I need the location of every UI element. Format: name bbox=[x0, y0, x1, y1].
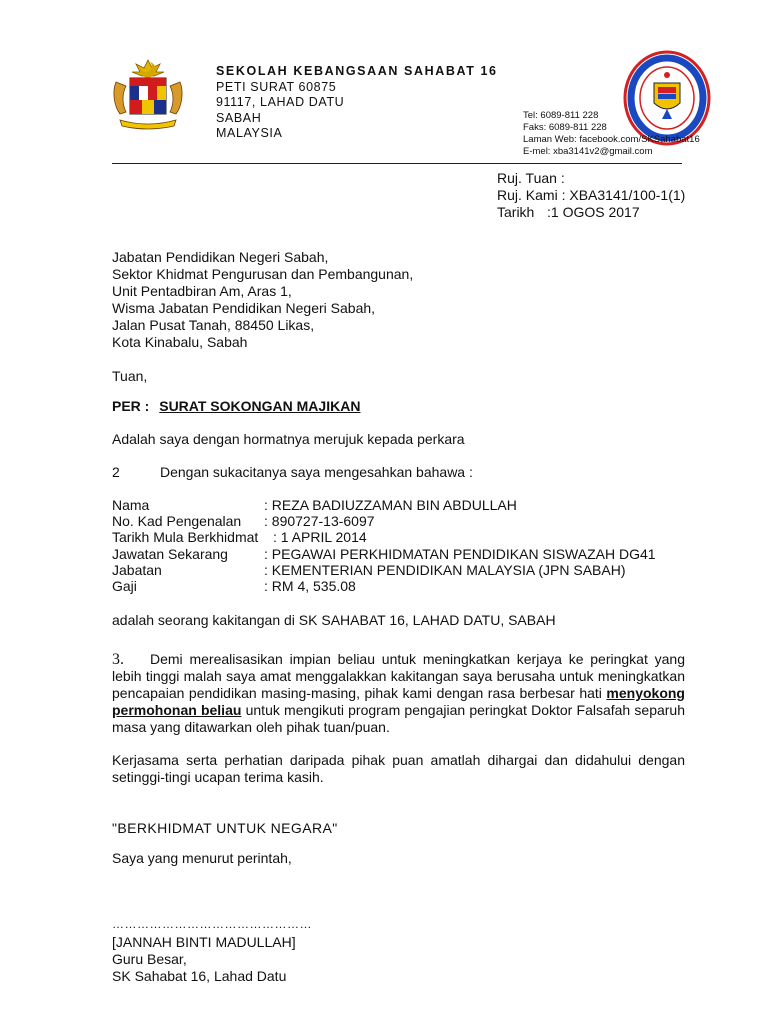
letterhead-divider bbox=[112, 163, 682, 164]
detail-row bbox=[112, 578, 656, 594]
date-label: Tarikh bbox=[497, 204, 535, 220]
paragraph-2 bbox=[112, 464, 473, 481]
paragraph-3 bbox=[112, 651, 685, 736]
signature-block bbox=[112, 934, 296, 985]
contact-block bbox=[523, 110, 700, 158]
recipient-line: Kota Kinabalu, Sabah bbox=[112, 334, 248, 350]
detail-row bbox=[112, 497, 656, 513]
date-value: :1 OGOS 2017 bbox=[547, 204, 640, 220]
contact-email: E-mel: xba3141v2@gmail.com bbox=[523, 146, 653, 157]
subject-line bbox=[112, 398, 360, 414]
staff-statement: adalah seorang kakitangan di SK SAHABAT 16, LAHAD DATU, SABAH bbox=[112, 612, 556, 628]
detail-row bbox=[112, 529, 656, 545]
detail-value: : REZA BADIUZZAMAN BIN ABDULLAH bbox=[264, 497, 517, 513]
signature-line: ………………………………………… bbox=[112, 917, 312, 931]
detail-value: : PEGAWAI PERKHIDMATAN PENDIDIKAN SISWAZAH DG41 bbox=[264, 545, 656, 562]
recipient-line: Jalan Pusat Tanah, 88450 Likas, bbox=[112, 317, 315, 333]
school-letterhead bbox=[216, 64, 498, 142]
detail-key: No. Kad Pengenalan bbox=[112, 513, 242, 530]
school-name: SEKOLAH KEBANGSAAN SAHABAT 16 bbox=[216, 64, 498, 78]
signatory-school: SK Sahabat 16, Lahad Datu bbox=[112, 968, 287, 984]
closing-line: Saya yang menurut perintah, bbox=[112, 850, 292, 866]
detail-key: Nama bbox=[112, 497, 150, 513]
subject-title: SURAT SOKONGAN MAJIKAN bbox=[159, 398, 361, 414]
ref-ruj-kami: Ruj. Kami : XBA3141/100-1(1) bbox=[497, 187, 686, 203]
support-highlight: menyokong permohonan beliau bbox=[112, 685, 685, 718]
salutation: Tuan, bbox=[112, 368, 148, 384]
detail-key: Jabatan bbox=[112, 561, 162, 578]
detail-key: Gaji bbox=[112, 578, 137, 595]
detail-value: : 890727-13-6097 bbox=[264, 513, 375, 530]
jata-negara-crest-icon bbox=[110, 58, 186, 132]
recipient-address bbox=[112, 249, 413, 351]
paragraph-number: 2 bbox=[112, 464, 120, 480]
contact-website: Laman Web: facebook.com/SKSahabat16 bbox=[523, 134, 700, 145]
detail-row bbox=[112, 546, 656, 562]
paragraph-4: Kerjasama serta perhatian daripada pihak puan amatlah dihargai dan didahului dengan setinggi-tingi ucapan terima kasih. bbox=[112, 752, 685, 785]
contact-telephone: Tel: 6089-811 228 bbox=[523, 110, 599, 121]
detail-key: Tarikh Mula Berkhidmat bbox=[112, 529, 259, 546]
contact-fax: Faks: 6089-811 228 bbox=[523, 122, 607, 133]
recipient-line: Wisma Jabatan Pendidikan Negeri Sabah, bbox=[112, 300, 376, 316]
school-address-line: PETI SURAT 60875 bbox=[216, 79, 337, 94]
ref-date bbox=[497, 204, 685, 221]
motto: "BERKHIDMAT UNTUK NEGARA" bbox=[112, 820, 338, 836]
detail-row bbox=[112, 562, 656, 578]
recipient-line: Unit Pentadbiran Am, Aras 1, bbox=[112, 283, 292, 299]
signatory-name: [JANNAH BINTI MADULLAH] bbox=[112, 934, 296, 950]
paragraph-2-text: Dengan sukacitanya saya mengesahkan bahawa : bbox=[160, 464, 473, 480]
detail-value: : KEMENTERIAN PENDIDIKAN MALAYSIA (JPN SABAH) bbox=[264, 561, 626, 578]
detail-row bbox=[112, 513, 656, 529]
reference-block bbox=[497, 170, 685, 221]
subject-prefix: PER : bbox=[112, 398, 150, 414]
detail-value: : 1 APRIL 2014 bbox=[273, 529, 367, 546]
paragraph-3-text-end: untuk mengikuti program pengajian peringkat Doktor Falsafah separuh masa yang ditawarkan oleh pihak tuan/puan. bbox=[112, 702, 685, 735]
recipient-line: Jabatan Pendidikan Negeri Sabah, bbox=[112, 249, 329, 265]
signatory-title: Guru Besar, bbox=[112, 951, 187, 967]
intro-paragraph: Adalah saya dengan hormatnya merujuk kepada perkara bbox=[112, 431, 465, 447]
paragraph-number: 3. bbox=[112, 651, 124, 668]
school-address-line: SABAH bbox=[216, 110, 262, 125]
school-address-line: 91117, LAHAD DATU bbox=[216, 95, 345, 109]
ref-ruj-tuan: Ruj. Tuan : bbox=[497, 170, 565, 186]
school-address-line: MALAYSIA bbox=[216, 126, 283, 140]
paragraph-3-text: Demi merealisasikan impian beliau untuk meningkatkan kerjaya ke peringkat yang lebih tinggi malah saya amat menggalakkan kakitangan saya berusaha untuk meningkatkan pencapaian pendidikan masing-masing, pihak kami dengan rasa berbesar hati bbox=[112, 651, 685, 701]
recipient-line: Sektor Khidmat Pengurusan dan Pembangunan, bbox=[112, 266, 414, 282]
staff-details bbox=[112, 497, 656, 594]
detail-key: Jawatan Sekarang bbox=[112, 545, 228, 562]
detail-value: : RM 4, 535.08 bbox=[264, 578, 356, 595]
